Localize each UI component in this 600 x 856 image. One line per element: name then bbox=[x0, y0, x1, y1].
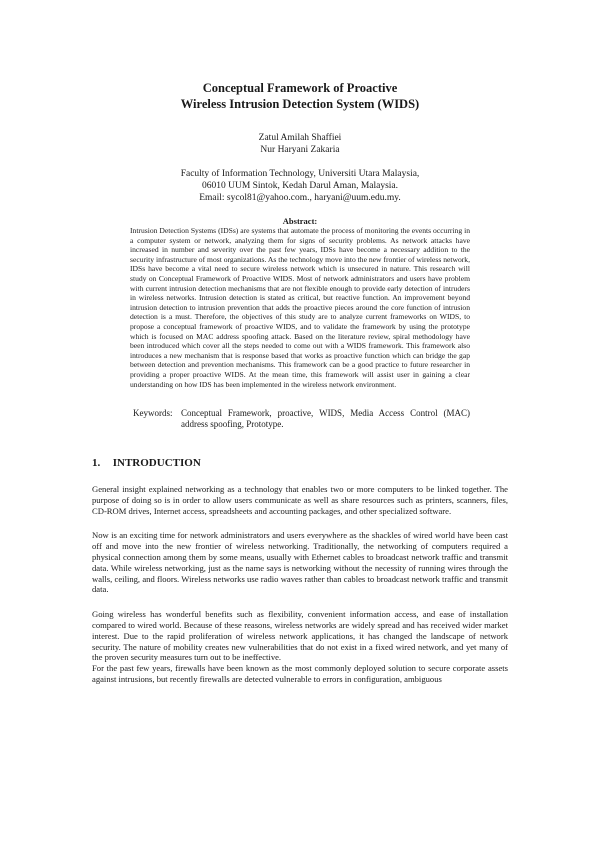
keywords-label: Keywords: bbox=[133, 408, 173, 419]
affiliation-line: 06010 UUM Sintok, Kedah Darul Aman, Malaysia. bbox=[201, 181, 399, 191]
affiliation-line: Faculty of Information Technology, Universiti Utara Malaysia, bbox=[180, 169, 420, 179]
title-line-2: Wireless Intrusion Detection System (WIDS) bbox=[180, 97, 420, 111]
abstract-text: Intrusion Detection Systems (IDSs) are systems that automate the process of monitoring the events occurring in a computer system or network, analyzing them for signs of security problems. As network attacks have increased in number and severity over the past few years, IDSs have become a necessary addition to the security infrastructure of most organizations. As the technology move into the new frontier of wireless network, IDSs have become a vital need to secure wireless network which is unsecured in nature. This research will study on Conceptual Framework of Proactive WIDS. Most of network administrators and users have problem with current intrusion detection mechanisms that are not flexible enough to provide early detection of intruders in wireless networks. Intrusion detection is stated as critical, but reactive function. An improvement beyond intrusion detection to intrusion prevention that adds the proactive pieces around the core function of intrusion detection is a must. Therefore, the objectives of this study are to analyze current frameworks on WIDS, to propose a conceptual framework of proactive WIDS, and to validate the framework by using the prototype which is focused on MAC address spoofing attack. Based on the literature review, spiral methodology have been introduced which cover all the steps needed to come out with a WIDS framework. This framework also introduces a new mechanism that is response based that works as proactive function which can bridge the gap between detection and prevention mechanisms. This framework can be a good practice to future researcher in providing a proper proactive WIDS. At the mean time, this framework will assist user in gaining a clear understanding on how IDS has been implemented in the wireless network environment. bbox=[130, 226, 470, 389]
paper-page bbox=[0, 80, 600, 856]
abstract-heading: Abstract: bbox=[282, 216, 318, 226]
body-paragraph: Going wireless has wonderful benefits such as flexibility, convenient information access, and ease of installation compared to wired world. Because of these reasons, wireless networks are widely spread and has received wider market interest. Due to the rapid proliferation of wireless network applications, it has changed the landscape of network security. The nature of mobility creates new vulnerabilities that do not exist in a fixed wired network, and yet many of the proven security measures turn out to be ineffective. bbox=[92, 609, 508, 663]
paper-title bbox=[92, 80, 508, 112]
body-paragraph: General insight explained networking as a technology that enables two or more computers to be linked together. The purpose of doing so is in order to allow users communicate as well as share resources such as printers, scanners, files, CD-ROM drives, Internet access, spreadsheets and accounting packages, and other specialized software. bbox=[92, 484, 508, 516]
author-name: Nur Haryani Zakaria bbox=[260, 145, 340, 155]
section-number: 1. bbox=[92, 457, 101, 470]
keywords-block bbox=[133, 408, 470, 430]
body-paragraph: For the past few years, firewalls have been known as the most commonly deployed solution to secure corporate assets against intrusions, but recently firewalls are detected vulnerable to errors in configuration, ambiguous bbox=[92, 663, 508, 685]
author-list bbox=[92, 132, 508, 156]
affiliation-email: Email: sycol81@yahoo.com., haryani@uum.edu.my. bbox=[199, 193, 401, 203]
section-heading bbox=[92, 456, 508, 470]
title-line-1: Conceptual Framework of Proactive bbox=[202, 81, 398, 95]
keywords-text: Conceptual Framework, proactive, WIDS, Media Access Control (MAC) address spoofing, Prototype. bbox=[181, 408, 470, 430]
body-paragraph: Now is an exciting time for network administrators and users everywhere as the shackles of wired world have been cast off and move into the new frontier of wireless networking. Traditionally, the networking of computers required a physical connection among them by some means, usually with Ethernet cables to broadcast network traffic and transmit data. While wireless networking, just as the name says is networking without the necessity of running wires through the walls, ceiling, and floors. Wireless networks use radio waves rather than cables to broadcast network traffic and transmit data. bbox=[92, 530, 508, 595]
author-name: Zatul Amilah Shaffiei bbox=[258, 133, 342, 143]
affiliation-block bbox=[92, 168, 508, 204]
section-title: INTRODUCTION bbox=[112, 457, 201, 470]
